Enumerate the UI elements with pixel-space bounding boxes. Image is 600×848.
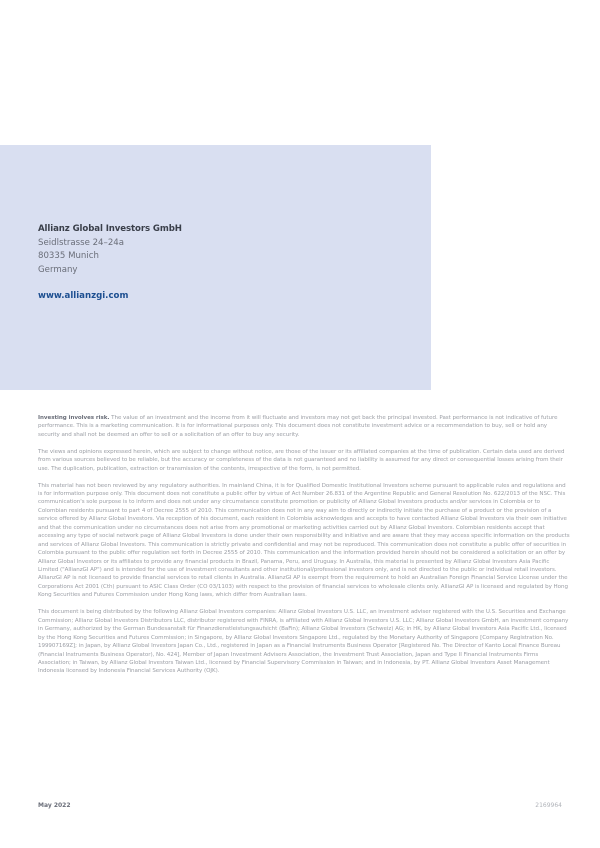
document-id: 2169964 bbox=[535, 802, 562, 809]
legal-disclaimer bbox=[38, 414, 570, 684]
publication-date: May 2022 bbox=[38, 802, 71, 809]
address-country: Germany bbox=[38, 264, 78, 275]
disclaimer-paragraph-distribution: This document is being distributed by the following Allianz Global Investors companies: Allianz Global Investors U.S. LLC, an investment adviser registered with the U.S. Securities and Exchange Commission; Allianz Global Investors Distributors LLC, distributor registered with FINRA, is affiliated with Allianz Global Investors U.S. LLC; Allianz Global Investors GmbH, an investment company in Germany, authorized by the German Bundesanstalt für Finanzdienstleistungsaufsicht (BaFin); Allianz Global Investors (Schweiz) AG; in HK, by Allianz Global Investors Asia Pacific Ltd., licensed by the Hong Kong Securities and Futures Commission; in Singapore, by Allianz Global Investors Singapore Ltd., regulated by the Monetary Authority of Singapore [Company Registration No. 199907169Z]; in Japan, by Allianz Global Investors Japan Co., Ltd., registered in Japan as a Financial Instruments Business Operator [Registered No. The Director of Kanto Local Finance Bureau (Financial Instruments Business Operator), No. 424], Member of Japan Investment Advisers Association, the Investment Trust Association, Japan and Type II Financial Instruments Firms Association; in Taiwan, by Allianz Global Investors Taiwan Ltd., licensed by Financial Supervisory Commission in Taiwan; and in Indonesia, by PT. Allianz Global Investors Asset Management Indonesia licensed by Indonesia Financial Services Authority (OJK). bbox=[38, 609, 569, 675]
company-name: Allianz Global Investors GmbH bbox=[38, 224, 182, 234]
risk-text: The value of an investment and the income from it will fluctuate and investors may not get back the principal invested. Past performance is not indicative of future performance. This is a marketing communication. It is for informational purposes only. This document does not constitute investment advice or a recommendation to buy, sell or hold any security and shall not be deemed an offer to sell or a solicitation of an offer to buy any security. bbox=[38, 415, 558, 438]
address-street: Seidlstrasse 24–24a bbox=[38, 237, 125, 248]
disclaimer-paragraph-regulatory: This material has not been reviewed by any regulatory authorities. In mainland China, it is for Qualified Domestic Institutional Investors scheme pursuant to applicable rules and regulations and is for information purpose only. This document does not constitute a public offer by virtue of Act Number 26.831 of the Argentine Republic and General Resolution No. 622/2013 of the NSC. This communication's sole purpose is to inform and does not under any circumstance constitute promotion or publicity of Allianz Global Investors products and/or services in Colombia or to Colombian residents pursuant to part 4 of Decree 2555 of 2010. This communication does not in any way aim to directly or indirectly initiate the purchase of a product or the provision of a service offered by Allianz Global Investors. Via reception of his document, each resident in Colombia acknowledges and accepts to have contacted Allianz Global Investors via their own initiative and that the communication under no circumstances does not arise from any promotional or marketing activities carried out by Allianz Global Investors. Colombian residents accept that accessing any type of social network page of Allianz Global Investors is done under their own responsibility and initiative and are aware that they may access specific information on the products and services of Allianz Global Investors. This communication is strictly private and confidential and may not be reproduced. This communication does not constitute a public offer of securities in Colombia pursuant to the public offer regulation set forth in Decree 2555 of 2010. This communication and the information provided herein should not be considered a solicitation or an offer by Allianz Global Investors or its affiliates to provide any financial products in Brazil, Panama, Peru, and Uruguay. In Australia, this material is presented by Allianz Global Investors Asia Pacific Limited ("AllianzGI AP") and is intended for the use of investment consultants and other institutional/professional investors only, and is not directed to the public or individual retail investors. AllianzGI AP is not licensed to provide financial services to retail clients in Australia. AllianzGI AP is exempt from the requirement to hold an Australian Foreign Financial Service License under the Corporations Act 2001 (Cth) pursuant to ASIC Class Order (CO 03/1103) with respect to the provision of financial services to wholesale clients only. AllianzGI AP is licensed and regulated by Hong Kong Securities and Futures Commission under Hong Kong laws, which differ from Australian laws. bbox=[38, 482, 570, 599]
website-link[interactable]: www.allianzgi.com bbox=[38, 291, 129, 302]
page-footer bbox=[38, 802, 562, 809]
risk-heading: Investing involves risk. bbox=[38, 415, 110, 421]
disclaimer-paragraph-risk bbox=[38, 414, 570, 439]
contact-address-block bbox=[38, 223, 182, 304]
address-city: 80335 Munich bbox=[38, 251, 99, 262]
disclaimer-paragraph-views: The views and opinions expressed herein, which are subject to change without notice, are those of the issuer or its affiliated companies at the time of publication. Certain data used are derived from various sources believed to be reliable, but the accuracy or completeness of the data is not guaranteed and no liability is assumed for any direct or consequential losses arising from their use. The duplication, publication, extraction or transmission of the contents, irrespective of the form, is not permitted. bbox=[38, 448, 565, 472]
